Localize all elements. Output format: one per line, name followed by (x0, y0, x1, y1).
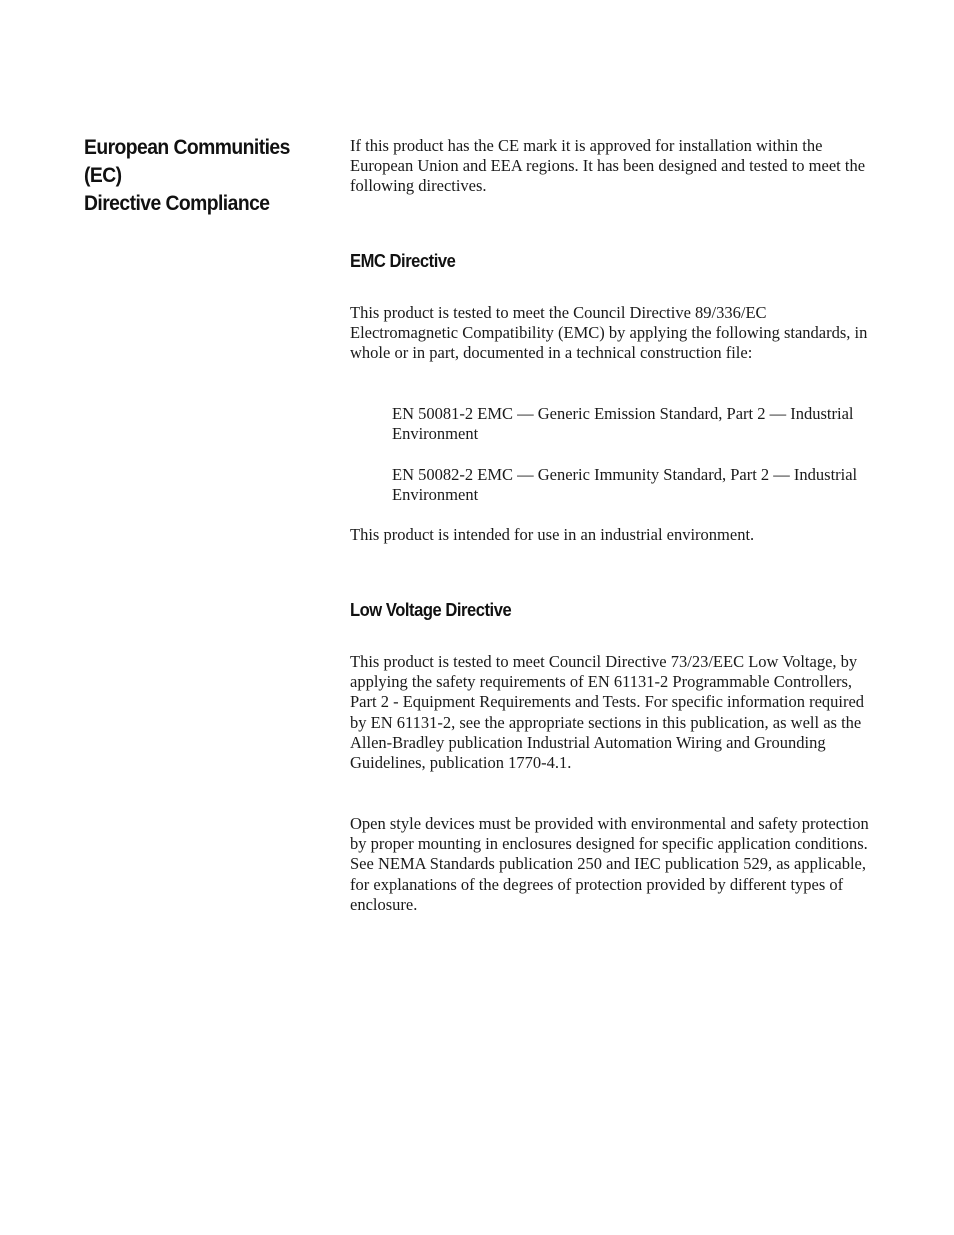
emc-closing-paragraph: This product is intended for use in an industrial environment. (350, 525, 755, 544)
low-voltage-body-1: This product is tested to meet Council Directive 73/23/EEC Low Voltage, by applying the safety requirements of EN 61131-2 Programmable Controllers, Part 2 - Equipment Requirements and Tests. For specific information required by EN 61131-2, see the appropriate sections in this publication, as well as the Allen-Bradley publication Industrial Automation Wiring and Grounding Guidelines, publication 1770-4.1. (350, 652, 865, 773)
low-voltage-body-2: Open style devices must be provided with environmental and safety protection by proper mounting in enclosures designed for specific application conditions. See NEMA Standards publication 250 and IEC publication 529, as applicable, for explanations of the degrees of protection provided by different types of enclosure. (350, 814, 869, 914)
section-heading (84, 134, 325, 218)
emc-standard-immunity: EN 50082-2 EMC — Generic Immunity Standard, Part 2 — Industrial Environment (392, 465, 858, 505)
section-heading-line-2: Directive Compliance (84, 192, 270, 215)
emc-standard-emission: EN 50081-2 EMC — Generic Emission Standard, Part 2 — Industrial Environment (392, 404, 854, 444)
low-voltage-directive-heading: Low Voltage Directive (350, 600, 512, 620)
emc-directive-heading: EMC Directive (350, 251, 456, 271)
section-heading-line-1: European Communities (EC) (84, 136, 290, 187)
emc-directive-body: This product is tested to meet the Council Directive 89/336/EC Electromagnetic Compatibility (EMC) by applying the following standards, in whole or in part, documented in a technical construction file: (350, 303, 868, 363)
intro-paragraph: If this product has the CE mark it is approved for installation within the European Union and EEA regions. It has been designed and tested to meet the following directives. (350, 136, 866, 196)
